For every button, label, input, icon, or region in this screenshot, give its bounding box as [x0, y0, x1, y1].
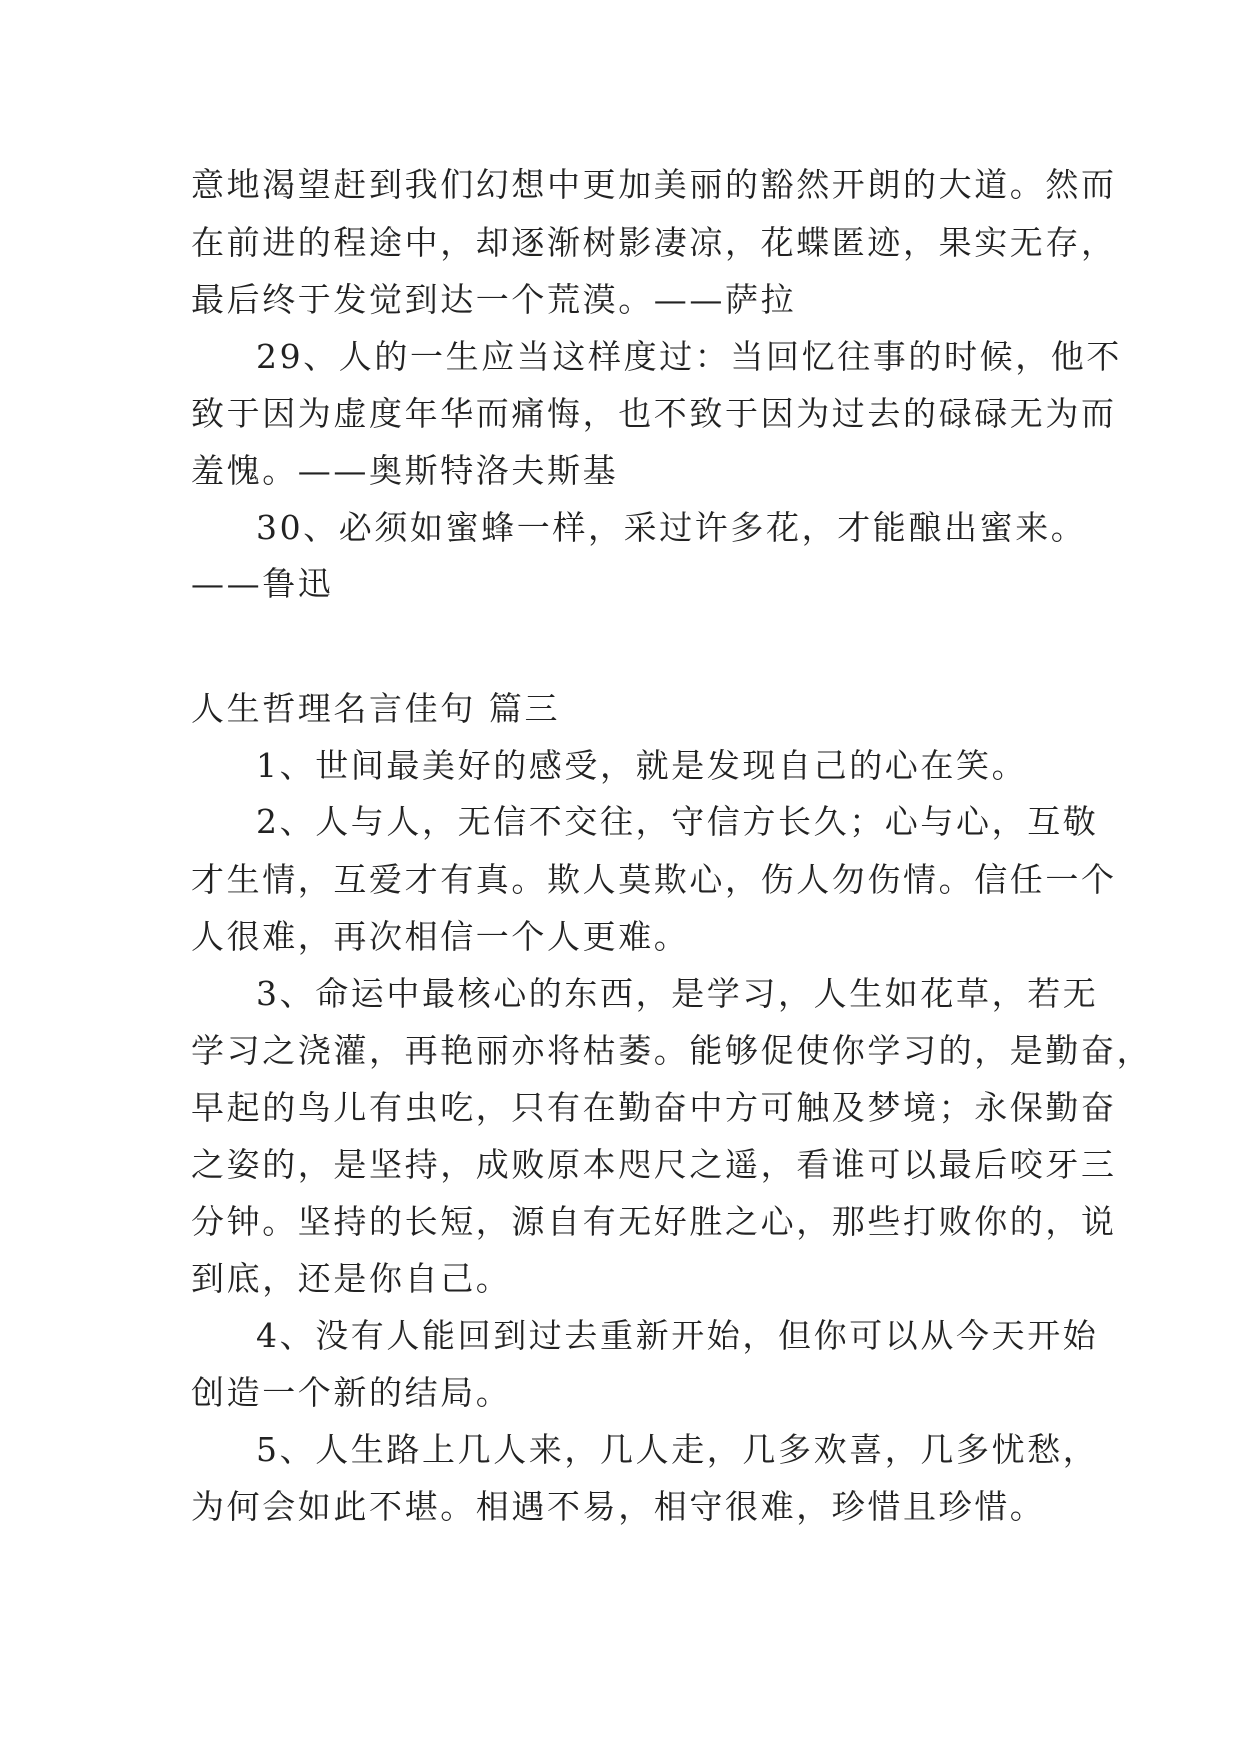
list-item-line: 3、命运中最核心的东西，是学习，人生如花草，若无 [256, 974, 1099, 1013]
list-item-line: 早起的鸟儿有虫吃，只有在勤奋中方可触及梦境；永保勤奋 [191, 1088, 1117, 1127]
paragraph-line: 最后终于发觉到达一个荒漠。——萨拉 [191, 280, 797, 319]
list-item-line: 之姿的，是坚持，成败原本咫尺之遥，看谁可以最后咬牙三 [191, 1145, 1117, 1184]
paragraph-line: 意地渴望赶到我们幻想中更加美丽的豁然开朗的大道。然而 [191, 165, 1117, 204]
list-item-line: 2、人与人，无信不交往，守信方长久；心与心，互敬 [256, 802, 1099, 841]
paragraph-line: 在前进的程途中，却逐渐树影凄凉，花蝶匿迹，果实无存， [191, 223, 1117, 262]
list-item-line: 分钟。坚持的长短，源自有无好胜之心，那些打败你的，说 [191, 1202, 1117, 1241]
quote-30-line: 30、必须如蜜蜂一样，采过许多花，才能酿出蜜来。 [256, 508, 1087, 547]
section-heading: 人生哲理名言佳句 篇三 [191, 689, 561, 728]
quote-29-line: 29、人的一生应当这样度过：当回忆往事的时候，他不 [256, 337, 1122, 376]
quote-30-line: ——鲁迅 [191, 564, 334, 603]
list-item-line: 5、人生路上几人来，几人走，几多欢喜，几多忧愁， [256, 1430, 1099, 1469]
quote-29-line: 致于因为虚度年华而痛悔，也不致于因为过去的碌碌无为而 [191, 394, 1117, 433]
list-item-line: 到底，还是你自己。 [191, 1259, 512, 1298]
quote-29-line: 羞愧。——奥斯特洛夫斯基 [191, 451, 619, 490]
list-item-line: 为何会如此不堪。相遇不易，相守很难，珍惜且珍惜。 [191, 1487, 1046, 1526]
list-item-line: 才生情，互爱才有真。欺人莫欺心，伤人勿伤情。信任一个 [191, 860, 1117, 899]
list-item-line: 人很难，再次相信一个人更难。 [191, 917, 690, 956]
list-item-line: 1、世间最美好的感受，就是发现自己的心在笑。 [256, 746, 1028, 785]
list-item-line: 学习之浇灌，再艳丽亦将枯萎。能够促使你学习的，是勤奋， [191, 1031, 1153, 1070]
list-item-line: 创造一个新的结局。 [191, 1373, 512, 1412]
list-item-line: 4、没有人能回到过去重新开始，但你可以从今天开始 [256, 1316, 1099, 1355]
